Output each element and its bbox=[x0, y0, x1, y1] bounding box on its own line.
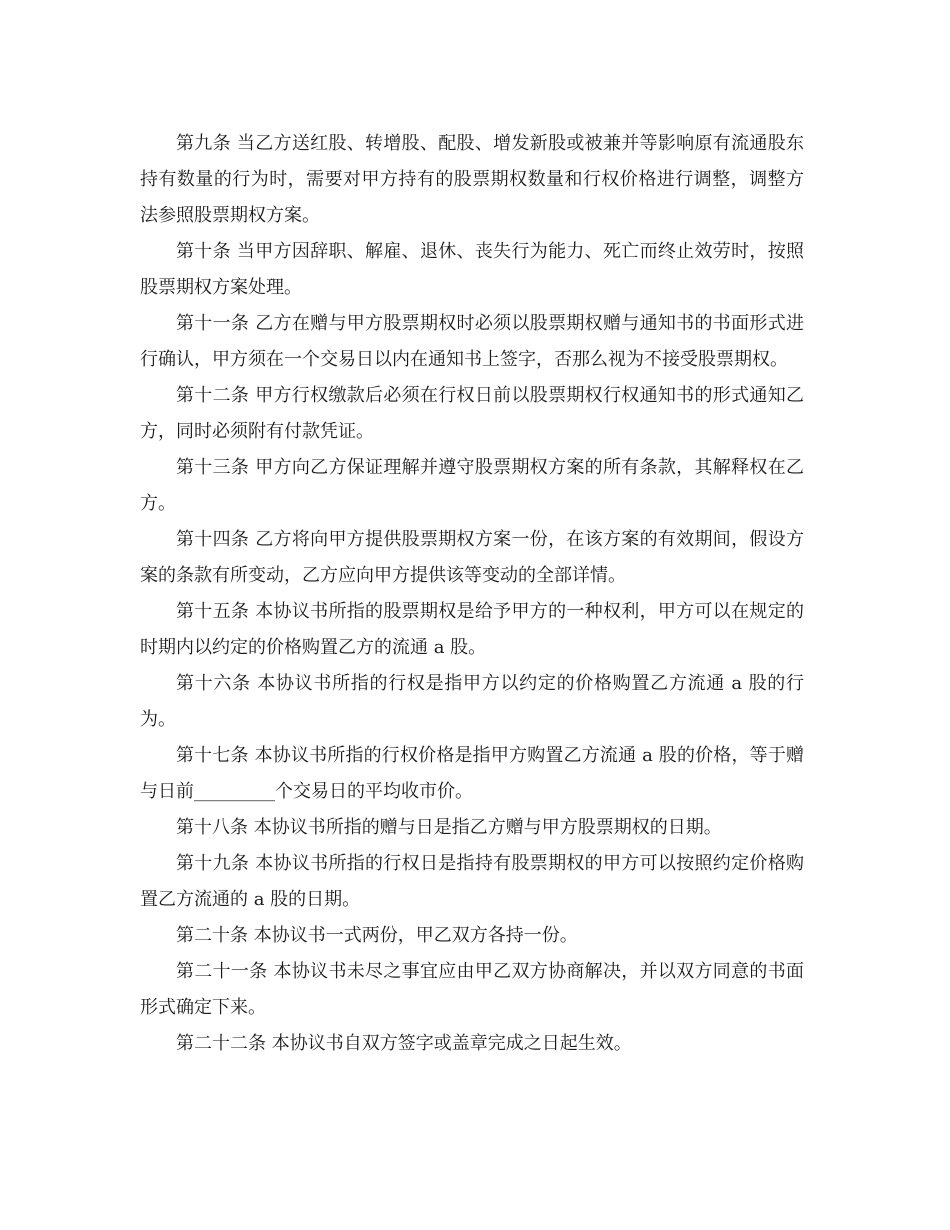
clause-18: 第十八条 本协议书所指的赠与日是指乙方赠与甲方股票期权的日期。 bbox=[176, 817, 722, 838]
clause-19: 第十九条 本协议书所指的行权日是指持有股票期权的甲方可以按照约定价格购置乙方流通的 a 股的日期。 bbox=[140, 853, 804, 910]
clause-14: 第十四条 乙方将向甲方提供股票期权方案一份，在该方案的有效期间，假设方案的条款有所变动，乙方应向甲方提供该等变动的全部详情。 bbox=[140, 529, 804, 586]
clause-16: 第十六条 本协议书所指的行权是指甲方以约定的价格购置乙方流通 a 股的行为。 bbox=[140, 673, 804, 730]
document-body bbox=[140, 126, 804, 1062]
clause-17: 第十七条 本协议书所指的行权价格是指甲方购置乙方流通 a 股的价格，等于赠与日前_________个交易日的平均收市价。 bbox=[140, 745, 804, 802]
clause-10: 第十条 当甲方因辞职、解雇、退休、丧失行为能力、死亡而终止效劳时，按照股票期权方案处理。 bbox=[140, 241, 804, 298]
clause-13: 第十三条 甲方向乙方保证理解并遵守股票期权方案的所有条款，其解释权在乙方。 bbox=[140, 457, 804, 514]
clause-21: 第二十一条 本协议书未尽之事宜应由甲乙双方协商解决，并以双方同意的书面形式确定下来。 bbox=[140, 961, 804, 1018]
clause-11: 第十一条 乙方在赠与甲方股票期权时必须以股票期权赠与通知书的书面形式进行确认，甲方须在一个交易日以内在通知书上签字，否那么视为不接受股票期权。 bbox=[140, 313, 804, 370]
clause-22: 第二十二条 本协议书自双方签字或盖章完成之日起生效。 bbox=[176, 1033, 632, 1054]
clause-15: 第十五条 本协议书所指的股票期权是给予甲方的一种权利，甲方可以在规定的时期内以约定的价格购置乙方的流通 a 股。 bbox=[140, 601, 804, 658]
clause-12: 第十二条 甲方行权缴款后必须在行权日前以股票期权行权通知书的形式通知乙方，同时必须附有付款凭证。 bbox=[140, 385, 804, 442]
clause-9: 第九条 当乙方送红股、转增股、配股、增发新股或被兼并等影响原有流通股东持有数量的行为时，需要对甲方持有的股票期权数量和行权价格进行调整，调整方法参照股票期权方案。 bbox=[140, 133, 804, 226]
clause-20: 第二十条 本协议书一式两份，甲乙双方各持一份。 bbox=[176, 925, 578, 946]
